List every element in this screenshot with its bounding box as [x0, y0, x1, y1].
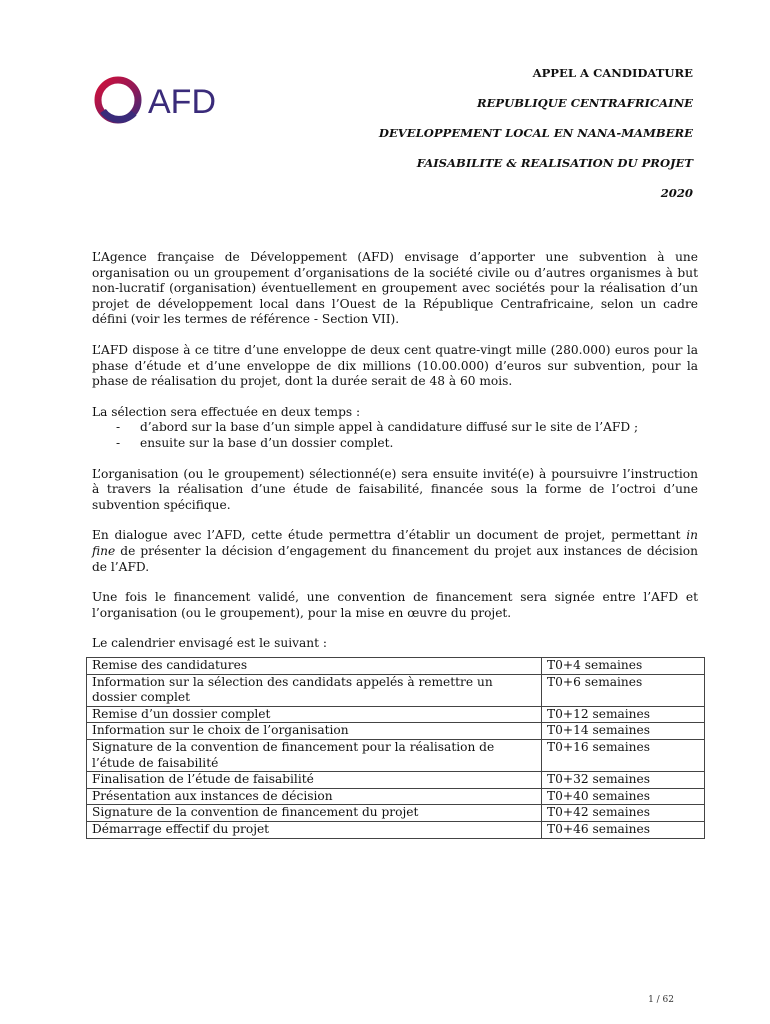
heading-program: DEVELOPPEMENT LOCAL EN NANA-MAMBERE: [378, 126, 693, 140]
schedule-time: T0+42 semaines: [542, 805, 705, 822]
table-row: [87, 739, 705, 771]
table-row: [87, 772, 705, 789]
schedule-time: T0+40 semaines: [542, 788, 705, 805]
table-row: [87, 674, 705, 706]
document-heading: [379, 66, 693, 216]
schedule-task: Présentation aux instances de décision: [87, 788, 542, 805]
logo-ring-icon: [98, 80, 138, 120]
dialogue-text-1: En dialogue avec l’AFD, cette étude permettra d’établir un document de projet, permettant: [92, 528, 687, 543]
selection-step-1: - d’abord sur la base d’un simple appel à candidature diffusé sur le site de l’AFD ;: [116, 420, 698, 436]
schedule-table: [86, 657, 705, 839]
table-row: [87, 788, 705, 805]
document-body: [92, 250, 698, 667]
schedule-time: T0+46 semaines: [542, 821, 705, 838]
table-row: [87, 706, 705, 723]
table-row: [87, 821, 705, 838]
heading-title: APPEL A CANDIDATURE: [532, 66, 693, 80]
schedule-task: Information sur la sélection des candidats appelés à remettre un dossier complet: [87, 674, 542, 706]
schedule-time: T0+32 semaines: [542, 772, 705, 789]
schedule-task: Signature de la convention de financement pour la réalisation de l’étude de faisabilité: [87, 739, 542, 771]
schedule-time: T0+16 semaines: [542, 739, 705, 771]
table-row: [87, 658, 705, 675]
paragraph-calendar-intro: Le calendrier envisagé est le suivant :: [92, 636, 328, 651]
logo-text: AFD: [148, 83, 216, 121]
paragraph-budget: L’AFD dispose à ce titre d’une enveloppe de deux cent quatre-vingt mille (280.000) euros pour la phase d’étude et d’une enveloppe de dix millions (10.00.000) d’euros sur subvention, pour la phase de réalisation du projet, dont la durée serait de 48 à 60 mois.: [92, 342, 698, 389]
paragraph-dialogue: [92, 528, 698, 575]
heading-phase: FAISABILITE & REALISATION DU PROJET: [416, 156, 693, 170]
heading-year: 2020: [660, 186, 693, 200]
table-row: [87, 805, 705, 822]
paragraph-feasibility: L’organisation (ou le groupement) sélectionné(e) sera ensuite invité(e) à poursuivre l’instruction à travers la réalisation d’une étude de faisabilité, financée sous la forme de l’octroi d’une subvention spécifique.: [92, 466, 698, 512]
schedule-task: Démarrage effectif du projet: [87, 821, 542, 838]
dialogue-italic: in fine: [92, 528, 698, 558]
schedule-task: Remise des candidatures: [87, 658, 542, 675]
paragraph-intro: L’Agence française de Développement (AFD) envisage d’apporter une subvention à une organisation ou un groupement d’organisations de la société civile ou d’autres organismes à but non-lucratif (organisation) éventuellement en groupement avec sociétés pour la réalisation d’un projet de développement local dans l’Ouest de la République Centrafricaine, selon un cadre défini (voir les termes de référence - Section VII).: [92, 250, 698, 327]
heading-country: REPUBLIQUE CENTRAFRICAINE: [476, 96, 693, 110]
schedule-task: Remise d’un dossier complet: [87, 706, 542, 723]
paragraph-convention: Une fois le financement validé, une convention de financement sera signée entre l’AFD et l’organisation (ou le groupement), pour la mise en œuvre du projet.: [92, 590, 698, 620]
page-number: 1 / 62: [648, 995, 674, 1005]
selection-list: [92, 420, 698, 451]
schedule-task: Signature de la convention de financement du projet: [87, 805, 542, 822]
schedule-time: T0+4 semaines: [542, 658, 705, 675]
schedule-time: T0+6 semaines: [542, 674, 705, 706]
paragraph-selection-intro: La sélection sera effectuée en deux temps :: [92, 404, 361, 419]
schedule-task: Finalisation de l’étude de faisabilité: [87, 772, 542, 789]
selection-step-2: - ensuite sur la base d’un dossier complet.: [116, 436, 698, 452]
schedule-time: T0+14 semaines: [542, 723, 705, 740]
schedule-time: T0+12 semaines: [542, 706, 705, 723]
table-row: [87, 723, 705, 740]
afd-logo: [94, 73, 244, 129]
dialogue-text-2: de présenter la décision d’engagement du financement du projet aux instances de décision de l’AFD.: [92, 543, 698, 574]
schedule-task: Information sur le choix de l’organisation: [87, 723, 542, 740]
